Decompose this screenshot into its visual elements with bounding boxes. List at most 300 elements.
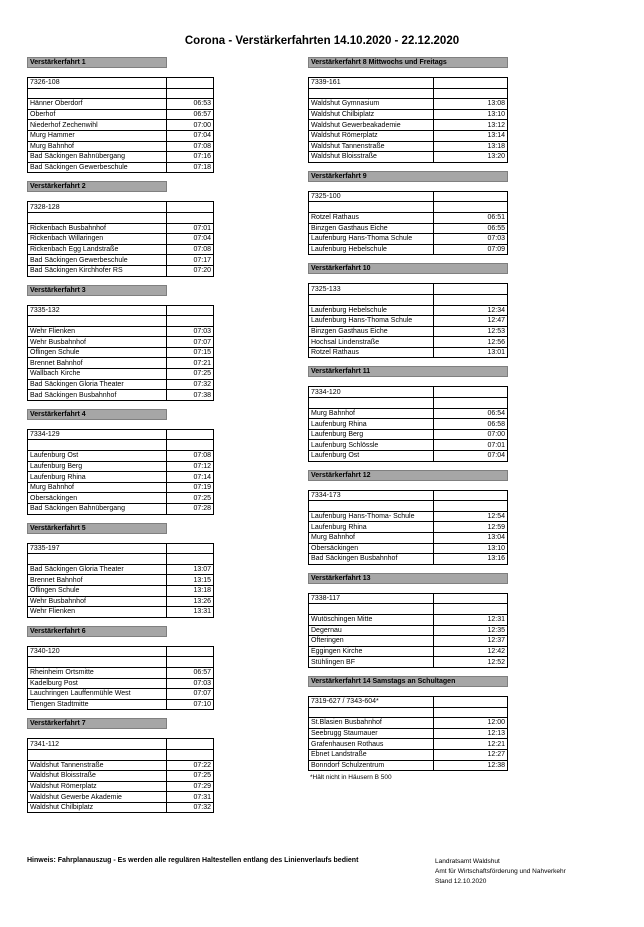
stop-time: 13:16 xyxy=(434,554,508,565)
table-row xyxy=(28,749,214,760)
table-row xyxy=(309,419,508,430)
table-row xyxy=(28,337,214,348)
table-row xyxy=(28,440,214,451)
table-row xyxy=(28,461,214,472)
table-row xyxy=(28,162,214,173)
stop-time: 07:10 xyxy=(167,699,214,710)
timetable xyxy=(27,738,214,813)
trip-block xyxy=(27,718,214,821)
stop-time: 07:28 xyxy=(167,504,214,515)
stop-name: Öflingen Schule xyxy=(28,347,167,358)
stop-name: Binzgen Gasthaus Eiche xyxy=(309,326,434,337)
table-row xyxy=(309,78,508,89)
stop-name: Bonndorf Schulzentrum xyxy=(309,760,434,771)
timetable xyxy=(27,201,214,276)
trip-header: Verstärkerfahrt 2 xyxy=(27,181,167,192)
stop-name: Seebrugg Staumauer xyxy=(309,728,434,739)
trip-header: Verstärkerfahrt 4 xyxy=(27,409,167,420)
stop-time: 07:32 xyxy=(167,802,214,813)
stop-time: 07:08 xyxy=(167,141,214,152)
table-row xyxy=(28,244,214,255)
stop-time: 07:29 xyxy=(167,781,214,792)
line-number: 7334-120 xyxy=(309,387,434,398)
stop-name: Brennet Bahnhof xyxy=(28,358,167,369)
stop-time: 07:01 xyxy=(167,223,214,234)
stop-time: 07:25 xyxy=(167,369,214,380)
table-row xyxy=(28,482,214,493)
table-row xyxy=(28,379,214,390)
stop-name: Murg Bahnhof xyxy=(309,408,434,419)
stop-time: 12:47 xyxy=(434,316,508,327)
stop-name: Ebnet Landstraße xyxy=(309,749,434,760)
stop-time: 12:00 xyxy=(434,718,508,729)
table-row xyxy=(309,429,508,440)
stop-time: 07:15 xyxy=(167,347,214,358)
stop-name: Wallbach Kirche xyxy=(28,369,167,380)
stop-time: 07:25 xyxy=(167,771,214,782)
stop-name: Waldshut Gewerbe Akademie xyxy=(28,792,167,803)
table-row xyxy=(309,141,508,152)
stop-name: Kadelburg Post xyxy=(28,678,167,689)
table-row xyxy=(28,369,214,380)
trip-block xyxy=(308,263,508,366)
stop-name: Laufenburg Rhina xyxy=(309,522,434,533)
timetable xyxy=(308,283,508,358)
stop-name: Degernau xyxy=(309,625,434,636)
stop-name: Eggingen Kirche xyxy=(309,646,434,657)
table-row xyxy=(28,760,214,771)
trip-block xyxy=(27,57,214,181)
stop-name: Wehr Busbahnhof xyxy=(28,596,167,607)
stop-name: St.Blasien Busbahnhof xyxy=(309,718,434,729)
stop-name: Rheinheim Ortsmitte xyxy=(28,667,167,678)
stop-name: Waldshut Tannenstraße xyxy=(28,760,167,771)
table-row xyxy=(309,522,508,533)
stop-name: Bad Säckingen Kirchhofer RS xyxy=(28,265,167,276)
stop-time: 07:00 xyxy=(434,429,508,440)
stop-time: 13:20 xyxy=(434,152,508,163)
line-number: 7325-133 xyxy=(309,284,434,295)
table-row xyxy=(309,760,508,771)
table-row xyxy=(28,109,214,120)
stop-time: 12:52 xyxy=(434,657,508,668)
table-row xyxy=(309,347,508,358)
line-number: 7334-129 xyxy=(28,429,167,440)
line-number: 7335-197 xyxy=(28,543,167,554)
stop-time: 12:31 xyxy=(434,614,508,625)
stop-name: Ofteringen xyxy=(309,636,434,647)
stop-name: Waldshut Gewerbeakademie xyxy=(309,120,434,131)
table-row xyxy=(28,358,214,369)
stop-time: 12:35 xyxy=(434,625,508,636)
table-row xyxy=(28,575,214,586)
stop-time: 07:03 xyxy=(167,678,214,689)
table-row xyxy=(309,130,508,141)
footer-office-info xyxy=(435,857,566,887)
stop-time: 07:38 xyxy=(167,390,214,401)
trip-block xyxy=(27,409,214,523)
line-number: 7339-161 xyxy=(309,78,434,89)
table-row xyxy=(309,88,508,99)
right-column xyxy=(308,57,508,789)
table-row xyxy=(28,141,214,152)
table-row xyxy=(309,604,508,615)
table-row xyxy=(28,607,214,618)
stop-name: Wehr Flienken xyxy=(28,607,167,618)
line-number: 7319-627 / 7343-604* xyxy=(309,696,434,707)
line-number: 7328-128 xyxy=(28,202,167,213)
stop-name: Laufenburg Schlössle xyxy=(309,440,434,451)
stop-time: 12:42 xyxy=(434,646,508,657)
table-row xyxy=(28,326,214,337)
table-row xyxy=(309,451,508,462)
table-row xyxy=(309,593,508,604)
table-row xyxy=(28,646,214,657)
table-row xyxy=(28,739,214,750)
table-row xyxy=(28,493,214,504)
stop-name: Laufenburg Hebelschule xyxy=(309,305,434,316)
trip-header: Verstärkerfahrt 1 xyxy=(27,57,167,68)
stop-time: 12:13 xyxy=(434,728,508,739)
table-row xyxy=(28,504,214,515)
timetable xyxy=(308,593,508,668)
stop-time: 07:32 xyxy=(167,379,214,390)
trip-block xyxy=(27,626,214,719)
stop-time: 13:07 xyxy=(167,564,214,575)
timetable xyxy=(308,696,508,771)
table-row xyxy=(309,614,508,625)
stop-time: 07:04 xyxy=(167,130,214,141)
trip-header: Verstärkerfahrt 5 xyxy=(27,523,167,534)
stop-name: Laufenburg Rhina xyxy=(28,472,167,483)
stop-time: 07:07 xyxy=(167,337,214,348)
stop-time: 13:04 xyxy=(434,533,508,544)
table-row xyxy=(309,99,508,110)
trip-header: Verstärkerfahrt 10 xyxy=(308,263,508,274)
trip-header: Verstärkerfahrt 7 xyxy=(27,718,167,729)
stop-name: Obersäckingen xyxy=(309,543,434,554)
trip-block xyxy=(308,573,508,676)
stop-name: Laufenburg Hans-Thoma Schule xyxy=(309,234,434,245)
stop-time: 12:38 xyxy=(434,760,508,771)
stop-name: Obersäckingen xyxy=(28,493,167,504)
table-row xyxy=(28,451,214,462)
stop-time: 07:09 xyxy=(434,244,508,255)
table-row xyxy=(309,191,508,202)
trip-header: Verstärkerfahrt 3 xyxy=(27,285,167,296)
stop-name: Waldshut Römerplatz xyxy=(28,781,167,792)
trip-header: Verstärkerfahrt 6 xyxy=(27,626,167,637)
stop-time: 07:19 xyxy=(167,482,214,493)
table-row xyxy=(309,501,508,512)
stop-name: Bad Säckingen Busbahnhof xyxy=(28,390,167,401)
table-row xyxy=(309,234,508,245)
footer-hint: Hinweis: Fahrplanauszug - Es werden alle regulären Haltestellen entlang des Linienverlaufs bedient xyxy=(27,857,359,864)
table-row xyxy=(309,657,508,668)
trip-header: Verstärkerfahrt 8 Mittwochs und Freitags xyxy=(308,57,508,68)
trip-header: Verstärkerfahrt 9 xyxy=(308,171,508,182)
timetable xyxy=(27,646,214,711)
stop-time: 07:07 xyxy=(167,689,214,700)
stop-name: Bad Säckingen Gloria Theater xyxy=(28,379,167,390)
timetable xyxy=(27,77,214,173)
stop-name: Rickenbach Busbahnhof xyxy=(28,223,167,234)
stop-time: 07:04 xyxy=(434,451,508,462)
stop-name: Waldshut Tannenstraße xyxy=(309,141,434,152)
table-row xyxy=(309,543,508,554)
trip-header: Verstärkerfahrt 13 xyxy=(308,573,508,584)
stop-name: Waldshut Bloisstraße xyxy=(28,771,167,782)
stop-name: Laufenburg Hebelschule xyxy=(309,244,434,255)
table-row xyxy=(28,689,214,700)
stop-time: 12:34 xyxy=(434,305,508,316)
timetable xyxy=(308,77,508,163)
stop-time: 12:21 xyxy=(434,739,508,750)
stop-time: 13:31 xyxy=(167,607,214,618)
stop-name: Rotzel Rathaus xyxy=(309,212,434,223)
table-row xyxy=(309,223,508,234)
stop-time: 13:01 xyxy=(434,347,508,358)
trip-header: Verstärkerfahrt 11 xyxy=(308,366,508,377)
table-row xyxy=(309,120,508,131)
table-row xyxy=(28,472,214,483)
stop-name: Grafenhausen Rothaus xyxy=(309,739,434,750)
trip-block xyxy=(308,676,508,789)
table-row xyxy=(309,707,508,718)
trip-block xyxy=(308,470,508,573)
trip-block xyxy=(308,171,508,264)
stop-time: 13:26 xyxy=(167,596,214,607)
table-row xyxy=(28,88,214,99)
stop-time: 12:59 xyxy=(434,522,508,533)
trip-header: Verstärkerfahrt 14 Samstags an Schultagen xyxy=(308,676,508,687)
stop-time: 07:08 xyxy=(167,451,214,462)
stop-time: 07:01 xyxy=(434,440,508,451)
table-row xyxy=(28,202,214,213)
stop-time: 07:08 xyxy=(167,244,214,255)
stop-name: Wehr Flienken xyxy=(28,326,167,337)
timetable xyxy=(308,490,508,565)
stop-time: 07:03 xyxy=(167,326,214,337)
stop-time: 07:20 xyxy=(167,265,214,276)
stop-name: Brennet Bahnhof xyxy=(28,575,167,586)
table-row xyxy=(309,387,508,398)
table-row xyxy=(28,255,214,266)
table-row xyxy=(28,792,214,803)
trip-block xyxy=(27,523,214,626)
table-row xyxy=(28,771,214,782)
stop-time: 06:55 xyxy=(434,223,508,234)
stop-name: Rotzel Rathaus xyxy=(309,347,434,358)
table-row xyxy=(309,636,508,647)
table-row xyxy=(28,99,214,110)
table-row xyxy=(28,223,214,234)
table-row xyxy=(309,284,508,295)
table-row xyxy=(309,202,508,213)
stop-time: 12:56 xyxy=(434,337,508,348)
table-row xyxy=(28,78,214,89)
table-row xyxy=(309,212,508,223)
trip-header: Verstärkerfahrt 12 xyxy=(308,470,508,481)
table-row xyxy=(309,337,508,348)
table-row xyxy=(28,781,214,792)
stop-name: Hänner Oberdorf xyxy=(28,99,167,110)
left-column xyxy=(27,57,214,821)
stop-name: Binzgen Gasthaus Eiche xyxy=(309,223,434,234)
table-row xyxy=(28,152,214,163)
status-date: Stand 12.10.2020 xyxy=(435,878,487,885)
stop-name: Waldshut Gymnasium xyxy=(309,99,434,110)
stop-time: 12:53 xyxy=(434,326,508,337)
table-row xyxy=(309,316,508,327)
stop-time: 07:16 xyxy=(167,152,214,163)
table-row xyxy=(309,244,508,255)
table-row xyxy=(309,294,508,305)
stop-name: Bad Säckingen Busbahnhof xyxy=(309,554,434,565)
timetable xyxy=(308,191,508,256)
table-row xyxy=(309,440,508,451)
stop-time: 07:21 xyxy=(167,358,214,369)
stop-name: Bad Säckingen Gewerbeschule xyxy=(28,255,167,266)
line-number: 7326-108 xyxy=(28,78,167,89)
line-number: 7340-120 xyxy=(28,646,167,657)
stop-name: Murg Bahnhof xyxy=(28,482,167,493)
stop-name: Laufenburg Hans-Thoma- Schule xyxy=(309,511,434,522)
line-number: 7325-100 xyxy=(309,191,434,202)
table-row xyxy=(309,408,508,419)
stop-name: Laufenburg Ost xyxy=(28,451,167,462)
stop-name: Lauchringen Lauffenmühle West xyxy=(28,689,167,700)
stop-name: Laufenburg Berg xyxy=(309,429,434,440)
stop-name: Hochsal Lindenstraße xyxy=(309,337,434,348)
stop-time: 13:10 xyxy=(434,543,508,554)
stop-name: Stühlingen BF xyxy=(309,657,434,668)
stop-name: Laufenburg Ost xyxy=(309,451,434,462)
table-row xyxy=(28,265,214,276)
stop-time: 07:22 xyxy=(167,760,214,771)
stop-time: 12:37 xyxy=(434,636,508,647)
stop-name: Bad Säckingen Gloria Theater xyxy=(28,564,167,575)
table-row xyxy=(309,109,508,120)
stop-time: 06:58 xyxy=(434,419,508,430)
table-row xyxy=(28,543,214,554)
table-row xyxy=(28,802,214,813)
stop-name: Bad Säckingen Bahnübergang xyxy=(28,504,167,515)
table-row xyxy=(28,699,214,710)
stop-name: Rickenbach Willaringen xyxy=(28,234,167,245)
stop-name: Oberhof xyxy=(28,109,167,120)
table-row xyxy=(309,728,508,739)
stop-name: Wutöschingen Mitte xyxy=(309,614,434,625)
trip-block xyxy=(27,181,214,284)
table-row xyxy=(309,398,508,409)
stop-name: Bad Säckingen Bahnübergang xyxy=(28,152,167,163)
stop-name: Öflingen Schule xyxy=(28,585,167,596)
stop-time: 07:03 xyxy=(434,234,508,245)
timetable xyxy=(27,305,214,401)
table-row xyxy=(309,718,508,729)
timetable xyxy=(27,429,214,515)
trip-note: *Hält nicht in Häusern B 500 xyxy=(310,774,392,782)
stop-name: Bad Säckingen Gewerbeschule xyxy=(28,162,167,173)
line-number: 7338-117 xyxy=(309,593,434,604)
table-row xyxy=(28,585,214,596)
table-row xyxy=(309,152,508,163)
stop-name: Niederhof Zechenwihl xyxy=(28,120,167,131)
table-row xyxy=(309,326,508,337)
stop-time: 06:53 xyxy=(167,99,214,110)
timetable xyxy=(308,386,508,461)
line-number: 7334-173 xyxy=(309,490,434,501)
stop-time: 06:51 xyxy=(434,212,508,223)
table-row xyxy=(309,696,508,707)
table-row xyxy=(309,490,508,501)
table-row xyxy=(28,429,214,440)
table-row xyxy=(309,739,508,750)
stop-time: 07:00 xyxy=(167,120,214,131)
table-row xyxy=(28,678,214,689)
table-row xyxy=(28,212,214,223)
table-row xyxy=(28,234,214,245)
stop-name: Wehr Busbahnhof xyxy=(28,337,167,348)
table-row xyxy=(28,667,214,678)
stop-name: Waldshut Chilbiplatz xyxy=(28,802,167,813)
table-row xyxy=(309,646,508,657)
stop-time: 13:08 xyxy=(434,99,508,110)
line-number: 7335-132 xyxy=(28,305,167,316)
table-row xyxy=(28,305,214,316)
stop-time: 13:10 xyxy=(434,109,508,120)
table-row xyxy=(309,625,508,636)
trip-block xyxy=(27,285,214,409)
stop-name: Murg Hammer xyxy=(28,130,167,141)
stop-time: 06:57 xyxy=(167,667,214,678)
stop-name: Waldshut Chilbiplatz xyxy=(309,109,434,120)
stop-time: 12:27 xyxy=(434,749,508,760)
stop-name: Tiengen Stadtmitte xyxy=(28,699,167,710)
stop-time: 13:18 xyxy=(434,141,508,152)
trip-block xyxy=(308,366,508,469)
table-row xyxy=(28,390,214,401)
stop-time: 07:14 xyxy=(167,472,214,483)
table-row xyxy=(309,511,508,522)
table-row xyxy=(309,533,508,544)
office-name: Landratsamt Waldshut xyxy=(435,858,500,865)
table-row xyxy=(28,596,214,607)
stop-time: 06:54 xyxy=(434,408,508,419)
stop-time: 07:04 xyxy=(167,234,214,245)
stop-name: Laufenburg Rhina xyxy=(309,419,434,430)
table-row xyxy=(28,554,214,565)
table-row xyxy=(28,130,214,141)
stop-time: 07:18 xyxy=(167,162,214,173)
timetable xyxy=(27,543,214,618)
table-row xyxy=(28,316,214,327)
table-row xyxy=(309,305,508,316)
page-title: Corona - Verstärkerfahrten 14.10.2020 - 22.12.2020 xyxy=(184,35,460,47)
stop-name: Rickenbach Egg Landstraße xyxy=(28,244,167,255)
table-row xyxy=(28,120,214,131)
stop-name: Waldshut Römerplatz xyxy=(309,130,434,141)
stop-time: 06:57 xyxy=(167,109,214,120)
table-row xyxy=(309,554,508,565)
stop-name: Waldshut Bloisstraße xyxy=(309,152,434,163)
stop-time: 07:31 xyxy=(167,792,214,803)
stop-time: 07:12 xyxy=(167,461,214,472)
line-number: 7341-112 xyxy=(28,739,167,750)
stop-time: 13:18 xyxy=(167,585,214,596)
stop-time: 07:17 xyxy=(167,255,214,266)
